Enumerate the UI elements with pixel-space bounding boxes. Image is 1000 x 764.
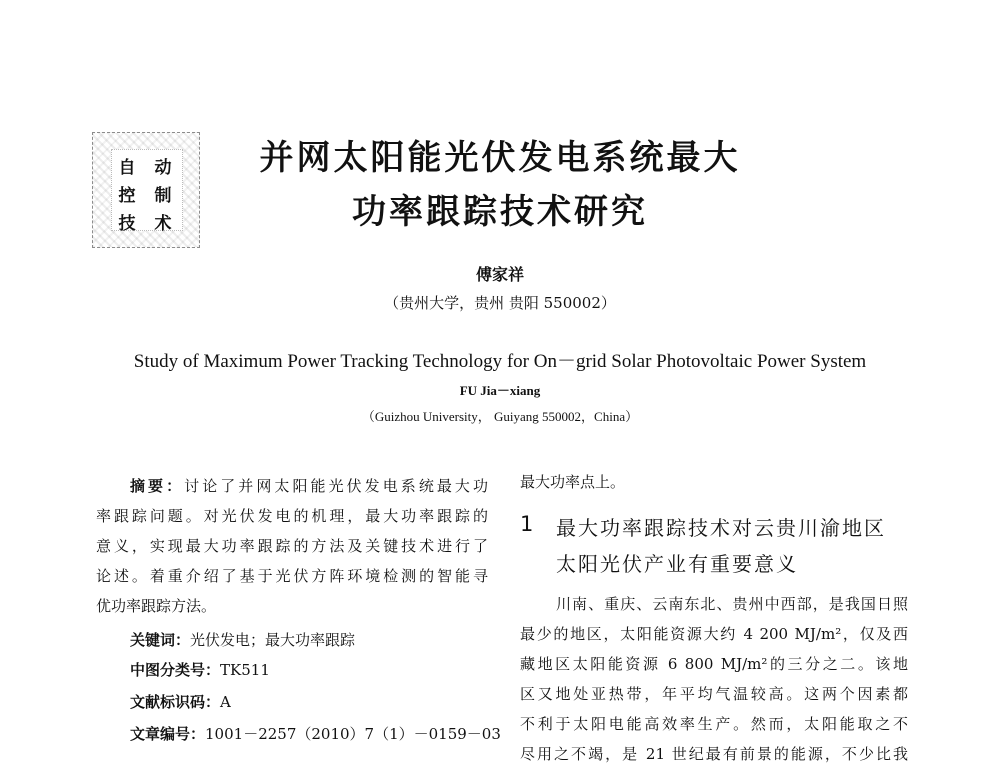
article-number-value: 1001－2257（2010）7（1）－0159－03 <box>205 725 501 743</box>
column-badge-char: 术 <box>154 214 172 234</box>
paragraph-line: 不利于太阳电能高效率生产。然而，太阳能取之不 <box>520 715 908 733</box>
document-code-value: A <box>220 693 231 711</box>
section-heading-line-1: 最大功率跟踪技术对云贵川渝地区 <box>556 516 886 540</box>
title-line-1: 并网太阳能光伏发电系统最大 <box>259 138 741 178</box>
article-number-label: 文章编号： <box>130 725 206 743</box>
affiliation-cn: （贵州大学，贵州 贵阳 550002） <box>384 294 616 312</box>
paragraph-line: 最少的地区，太阳能资源大约 4 200 MJ/m²，仅及西 <box>520 625 908 643</box>
abstract-line: 论述。着重介绍了基于光伏方阵环境检测的智能寻 <box>96 567 488 585</box>
column-badge-char: 动 <box>154 158 172 178</box>
column-badge-char: 技 <box>118 214 136 234</box>
document-code <box>130 692 231 712</box>
column-badge-char: 制 <box>154 186 172 206</box>
keywords <box>130 630 355 650</box>
section-heading-line-2: 太阳光伏产业有重要意义 <box>556 552 798 576</box>
keywords-value: 光伏发电；最大功率跟踪 <box>190 631 356 649</box>
abstract-line: 优功率跟踪方法。 <box>96 597 217 615</box>
abstract-line <box>96 476 488 496</box>
column-badge-char: 控 <box>118 186 136 206</box>
abstract-label: 摘要： <box>130 477 185 495</box>
abstract-text: 讨论了并网太阳能光伏发电系统最大功 <box>184 477 488 495</box>
paragraph-line: 区又地处亚热带，年平均气温较高。这两个因素都 <box>520 685 908 703</box>
document-code-label: 文献标识码： <box>130 693 221 711</box>
article-number <box>130 724 501 744</box>
paragraph-line: 尽用之不竭，是 21 世纪最有前景的能源，不少比我 <box>520 745 908 763</box>
title-en: Study of Maximum Power Tracking Technology for On－grid Solar Photovoltaic Power System <box>133 351 867 372</box>
abstract-line: 意义，实现最大功率跟踪的方法及关键技术进行了 <box>96 537 488 555</box>
author-cn: 傅家祥 <box>475 265 524 284</box>
title-line-2: 功率跟踪技术研究 <box>352 192 648 232</box>
affiliation-en: （Guizhou University， Guiyang 550002，China） <box>361 409 639 424</box>
clc-number <box>130 660 270 680</box>
abstract-line: 率跟踪问题。对光伏发电的机理，最大功率跟踪的 <box>96 507 488 525</box>
keywords-label: 关键词： <box>130 631 191 649</box>
continuation-text: 最大功率点上。 <box>520 473 626 491</box>
clc-number-value: TK511 <box>220 661 270 679</box>
paragraph-line: 藏地区太阳能资源 6 800 MJ/m²的三分之二。该地 <box>520 655 908 673</box>
clc-number-label: 中图分类号： <box>130 661 221 679</box>
paragraph-line: 川南、重庆、云南东北、贵州中西部，是我国日照 <box>556 595 908 613</box>
column-badge-char: 自 <box>118 158 136 178</box>
section-number: 1 <box>520 512 534 536</box>
column-badge <box>92 132 200 248</box>
author-en: FU Jia－xiang <box>459 383 541 398</box>
